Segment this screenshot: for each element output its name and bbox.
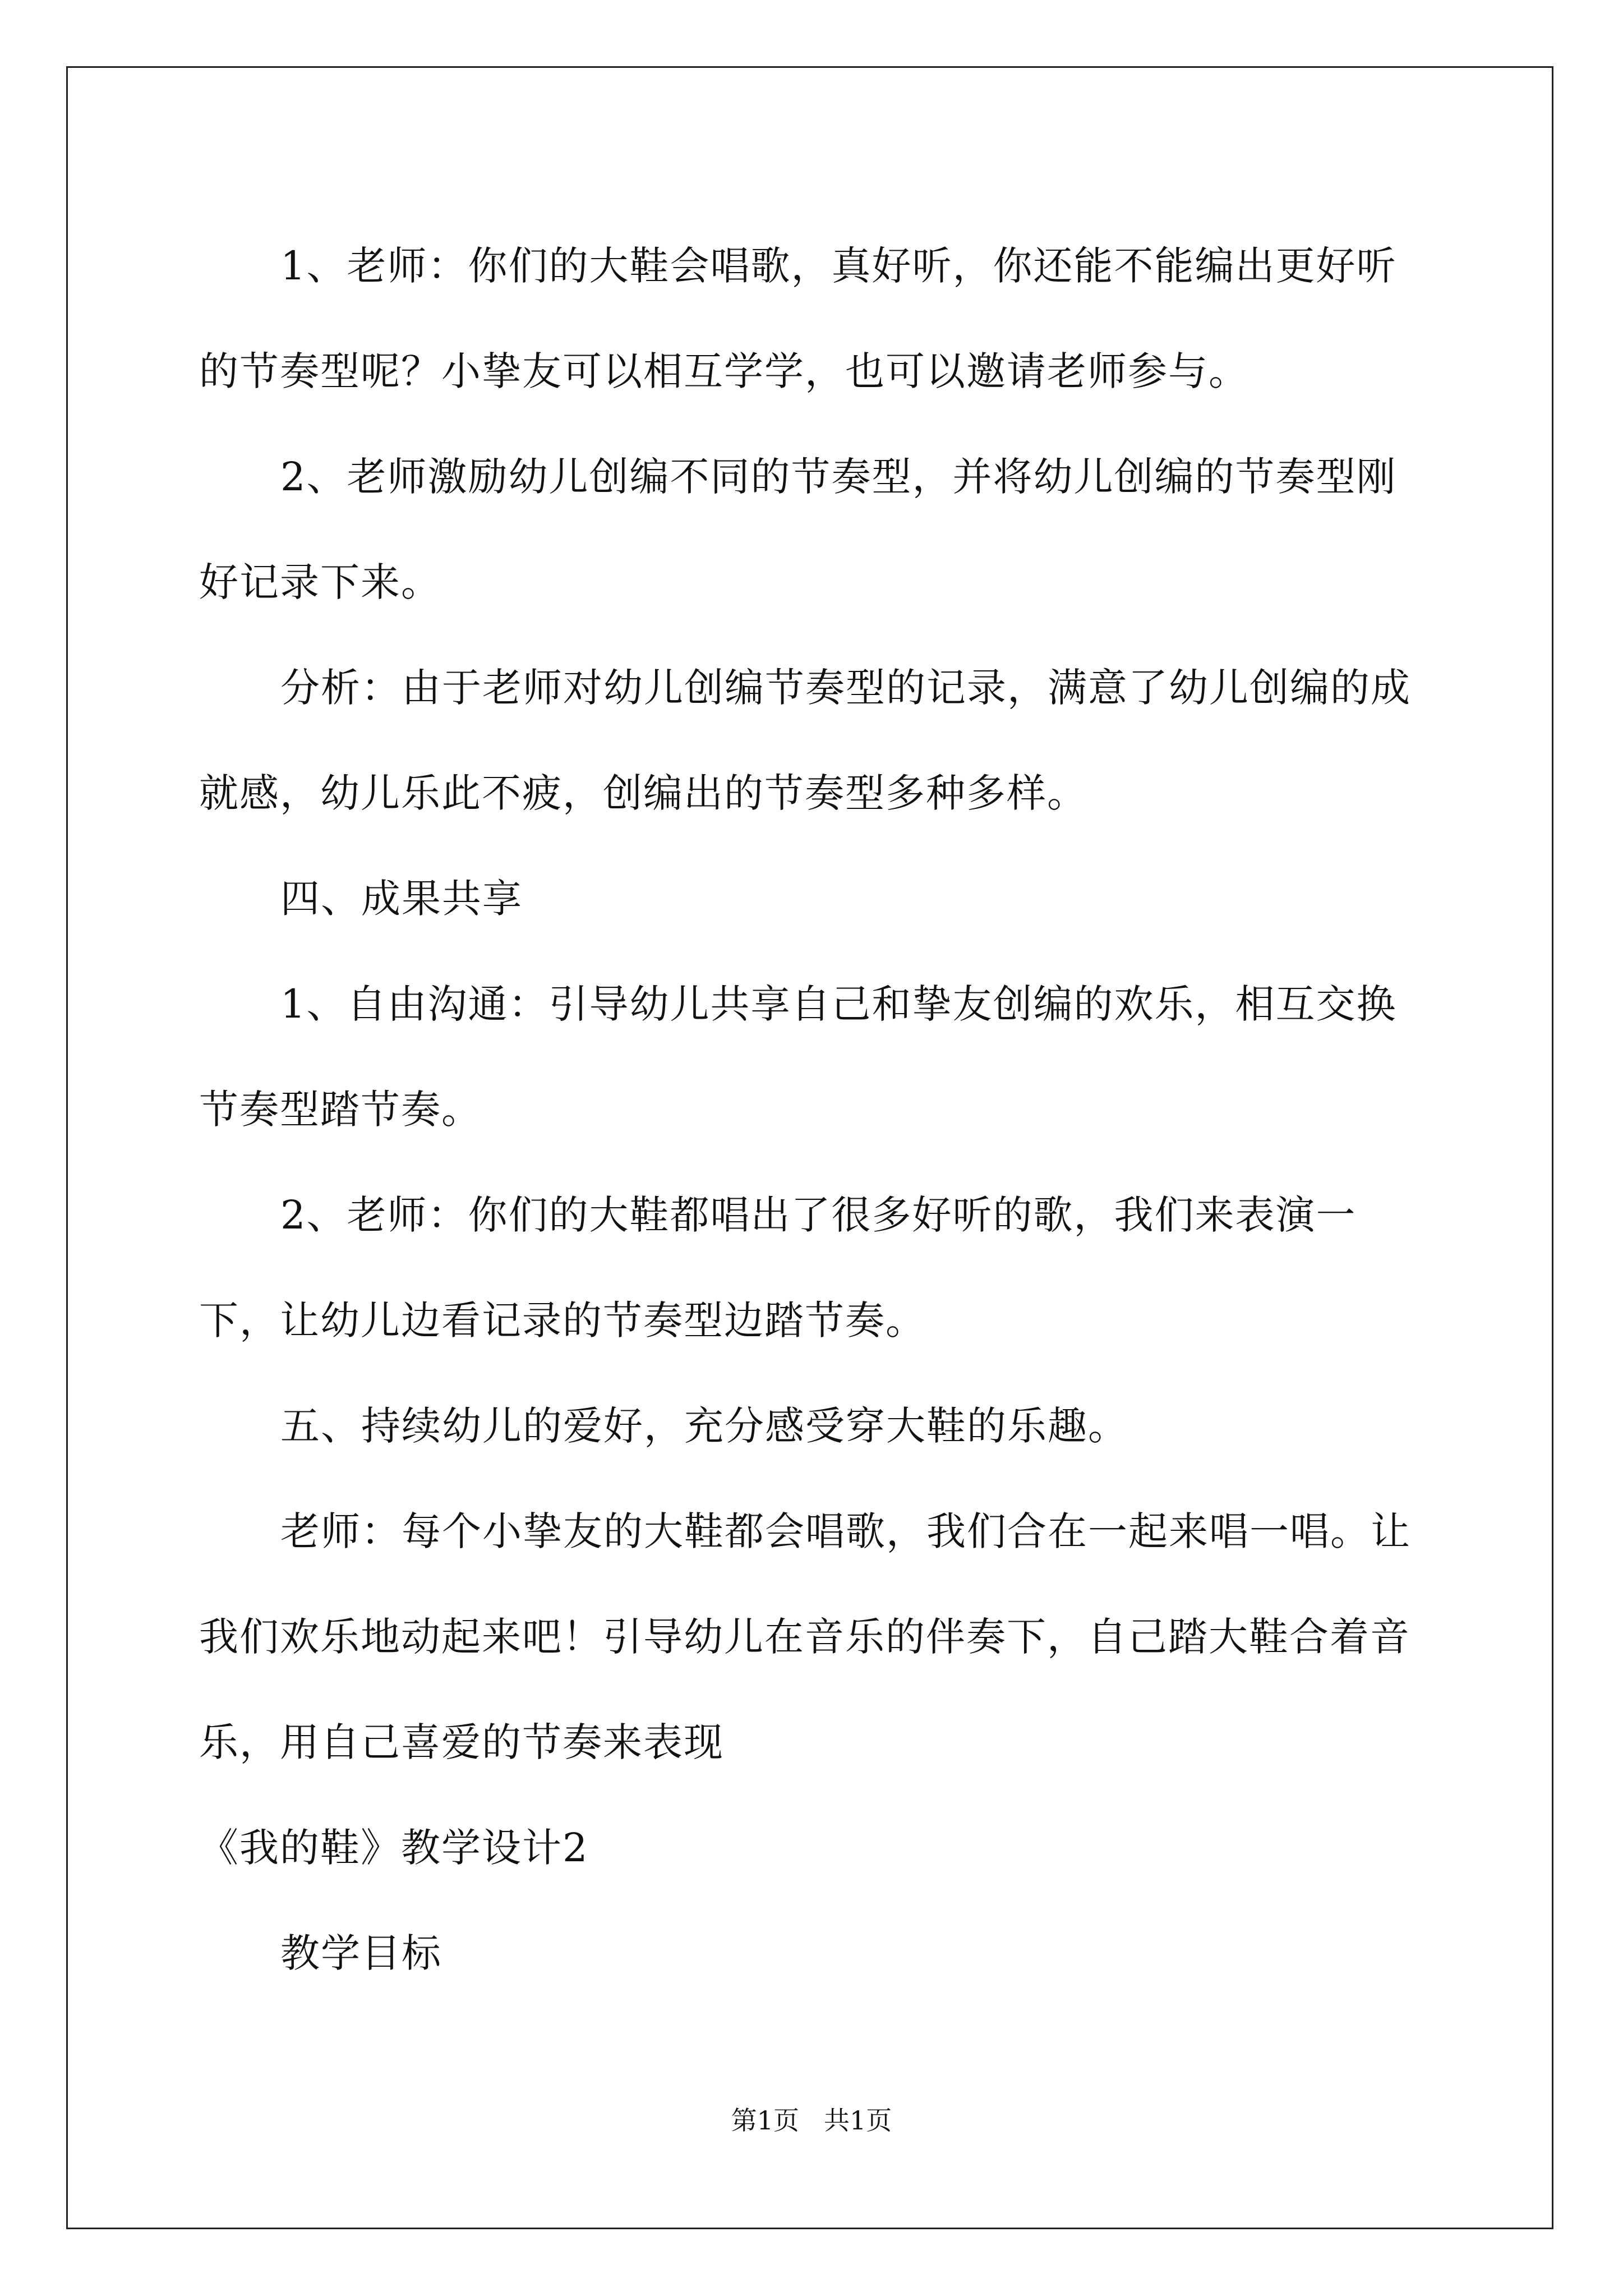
page-footer [0,2104,1623,2137]
paragraph-3: 1、自由沟通：引导幼儿共享自己和挚友创编的欢乐，相互交换节奏型踏节奏。 [199,981,1397,1133]
section-title: 《我的鞋》教学设计2 [199,1825,589,1871]
paragraph-2: 2、老师激励幼儿创编不同的节奏型，并将幼儿创编的节奏型刚好记录下来。 [199,454,1397,605]
paragraph-1: 1、老师：你们的大鞋会唱歌，真好听，你还能不能编出更好听的节奏型呢？小挚友可以相互学学，也可以邀请老师参与。 [199,243,1397,394]
page-total: 共1页 [824,2105,892,2136]
document-body [199,213,1433,2006]
heading-section-five: 五、持续幼儿的爱好，充分感受穿大鞋的乐趣。 [280,1403,1128,1449]
heading-section-four: 四、成果共享 [280,876,523,922]
paragraph-5: 老师：每个小挚友的大鞋都会唱歌，我们合在一起来唱一唱。让我们欢乐地动起来吧！引导幼儿在音乐的伴奏下，自己踏大鞋合着音乐，用自己喜爱的节奏来表现 [199,1508,1411,1765]
paragraph-analysis: 分析：由于老师对幼儿创编节奏型的记录，满意了幼儿创编的成就感，幼儿乐此不疲，创编出的节奏型多种多样。 [199,665,1411,816]
subheading-teaching-goals: 教学目标 [280,1930,442,1976]
page-number: 第1页 [731,2105,799,2136]
paragraph-4: 2、老师：你们的大鞋都唱出了很多好听的歌，我们来表演一下，让幼儿边看记录的节奏型边踏节奏。 [199,1192,1357,1343]
